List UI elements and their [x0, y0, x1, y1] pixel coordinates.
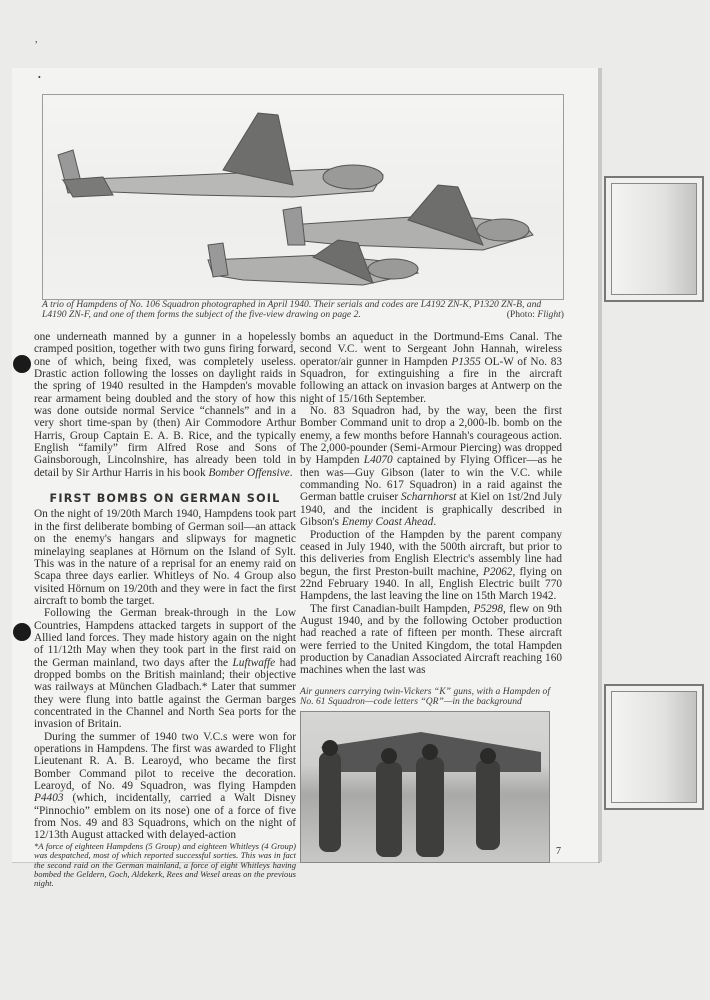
- gunners-photo-caption: Air gunners carrying twin-Vickers “K” guns, with a Hampden of No. 61 Squadron—code letters “QR”—in the background: [300, 685, 550, 707]
- scan-mark: ,: [35, 34, 38, 45]
- text-run: (which, incidentally, carried a Walt Disney “Pinnochio” emblem on its nose) one of a force of five from Nos. 49 and 83 Squadrons, which on the night of 12/13th August attacked with delayed-action: [34, 792, 296, 842]
- punch-hole: [13, 355, 31, 373]
- top-photo-caption: [42, 300, 564, 320]
- text-run: , flying on 22nd February 1940. In all, English Electric built 770 Hampdens, the last leaving the line on 15th March 1942.: [300, 565, 562, 603]
- italic-text: L4070: [363, 454, 393, 467]
- side-thumbnail: [604, 684, 704, 810]
- text-run: Production of the Hampden by the parent company ceased in July 1940, with the 500th aircraft, but prior to this deliveries from English Electric's assembly line had begun, the first Preston-built machine,: [300, 528, 562, 578]
- hampden-trio-photo: [42, 94, 564, 300]
- text-run: Following the German break-through in the Low Countries, Hampdens attacked targets in support of the Allied land forces. They made history again on the night of 11/12th May when they took part in the first raid on the German mainland, two days after the: [34, 607, 296, 669]
- footnote: *A force of eighteen Hampdens (5 Group) and eighteen Whitleys (4 Group) was despatched, most of which reported successful sorties. This was in fact the second raid on the German mainland, a force of eight Whitleys having bombed the Geldern, Goch, Aldekerk, Rees and Wesel areas on the previous night.: [34, 840, 296, 889]
- text-run: During the summer of 1940 two V.C.s were won for operations in Hampdens. The first was awarded to Flight Lieutenant R. A. B. Learoyd, who became the first Bomber Command pilot to receive the decoration. Learoyd, of No. 49 Squadron, was flying Hampden: [34, 730, 296, 793]
- caption-text: A trio of Hampdens of No. 106 Squadron photographed in April 1940. Their serials and codes are L4192 ZN-K, P1320 ZN-B, and L4190 ZN-F, and one of them forms the subject of the five-view drawing on page 2.: [42, 299, 542, 320]
- paragraph: [34, 508, 296, 607]
- credit-suffix: ): [560, 309, 564, 320]
- page-edge: [598, 68, 602, 862]
- aircraft: [58, 113, 383, 197]
- left-column-intro: [34, 331, 296, 479]
- photo-credit: [507, 310, 564, 320]
- text-run: at Kiel on 1st/2nd July 1940, and the incident is graphically described in Gibson's: [300, 491, 562, 529]
- italic-text: P5298: [473, 602, 503, 615]
- paragraph: [300, 331, 562, 405]
- paragraph: [300, 603, 562, 677]
- right-column-body: [300, 331, 562, 677]
- gunners-illustration: [301, 712, 549, 862]
- page-number: 7: [556, 846, 561, 857]
- left-column: [34, 331, 296, 889]
- text-run: one underneath manned by a gunner in a hopelessly cramped position, together with two guns firing forward, one of which, being fixed, was completely useless. Drastic action following the losses on daylight raids in the spring of 1940 resulted in the Hampden's movable rear armament being doubled and the story of how this was done outside normal Service “channels” and in a very short time-span by (then) Air Commodore Arthur Harris, Group Captain E. A. B. Rice, and the typically English “family” firm Alfred Rose and Sons of Gainsborough, Lincolnshire, has already been told in detail by Sir Arthur Harris in his book: [34, 331, 296, 479]
- credit-source: Flight: [537, 309, 561, 320]
- italic-text: Bomber Offensive: [208, 466, 290, 479]
- air-gunners-photo: [300, 711, 550, 863]
- punch-hole: [13, 623, 31, 641]
- text-run: No. 83 Squadron had, by the way, been the first Bomber Command unit to drop a 2,000-lb. bomb on the enemy, a few months before Hannah's courageous action. The 2,000-pounder (Semi-Armour Piercing) was dropped by Hampden: [300, 405, 562, 467]
- aircraft-illustration: [43, 95, 563, 299]
- text-run: captained by Flying Officer—as he then was—Guy Gibson (later to win the V.C. while commanding No. 617 Squadron) in a raid against the German battle cruiser: [300, 454, 562, 504]
- text-run: .: [289, 466, 293, 479]
- text-run: The first Canadian-built Hampden,: [310, 602, 474, 615]
- text-run: .: [433, 516, 437, 529]
- side-thumbnail: [604, 176, 704, 302]
- paragraph: [34, 607, 296, 730]
- paragraph: [300, 405, 562, 528]
- text-run: bombs an aqueduct in the Dortmund-Ems Canal. The second V.C. went to Sergeant John Hannah, wireless operator/air gunner in Hampden: [300, 331, 562, 368]
- italic-text: Enemy Coast Ahead: [341, 516, 434, 529]
- section-heading: FIRST BOMBS ON GERMAN SOIL: [49, 492, 281, 506]
- right-column: [300, 331, 562, 863]
- paragraph: [34, 731, 296, 842]
- text-run: had dropped bombs on the British mainland; their objective was railways at München Gladbach.* Later that summer they were flung into battle against the German barges concentrated in the Channel and North Sea ports for the invasion of Britain.: [34, 656, 296, 731]
- italic-text: P4403: [34, 792, 64, 805]
- italic-text: Scharnhorst: [401, 491, 457, 504]
- text-run: OL-W of No. 83 Squadron, for extinguishing a fire in the aircraft following an attack on invasion barges at Antwerp on the night of 15/16th September.: [300, 355, 563, 405]
- italic-text: P1355: [451, 355, 481, 368]
- text-run: On the night of 19/20th March 1940, Hampdens took part in the first deliberate bombing of German soil—an attack on the enemy's hangars and slipways for magnetic minelaying seaplanes at Hörnum on the Island of Sylt. This was in the nature of a reprisal for an enemy raid on Scapa three days earlier. Whitleys of No. 4 Group also visited Hörnum on 19/20th and they were in fact the first aircraft to bomb the target.: [34, 508, 296, 607]
- credit-prefix: (Photo:: [506, 309, 538, 320]
- text-run: , flew on 9th August 1940, and by the following October production had reached a rate of fifteen per month. These aircraft were ferried to the United Kingdom, the total Hampden production by Canadian Associated Aircraft reaching 160 machines when the last was: [300, 602, 562, 677]
- italic-text: P2062: [482, 565, 513, 578]
- scan-mark: •: [38, 73, 41, 82]
- paragraph: [300, 529, 562, 603]
- left-column-body: [34, 508, 296, 841]
- paragraph: [34, 331, 296, 479]
- italic-text: Luftwaffe: [232, 656, 276, 669]
